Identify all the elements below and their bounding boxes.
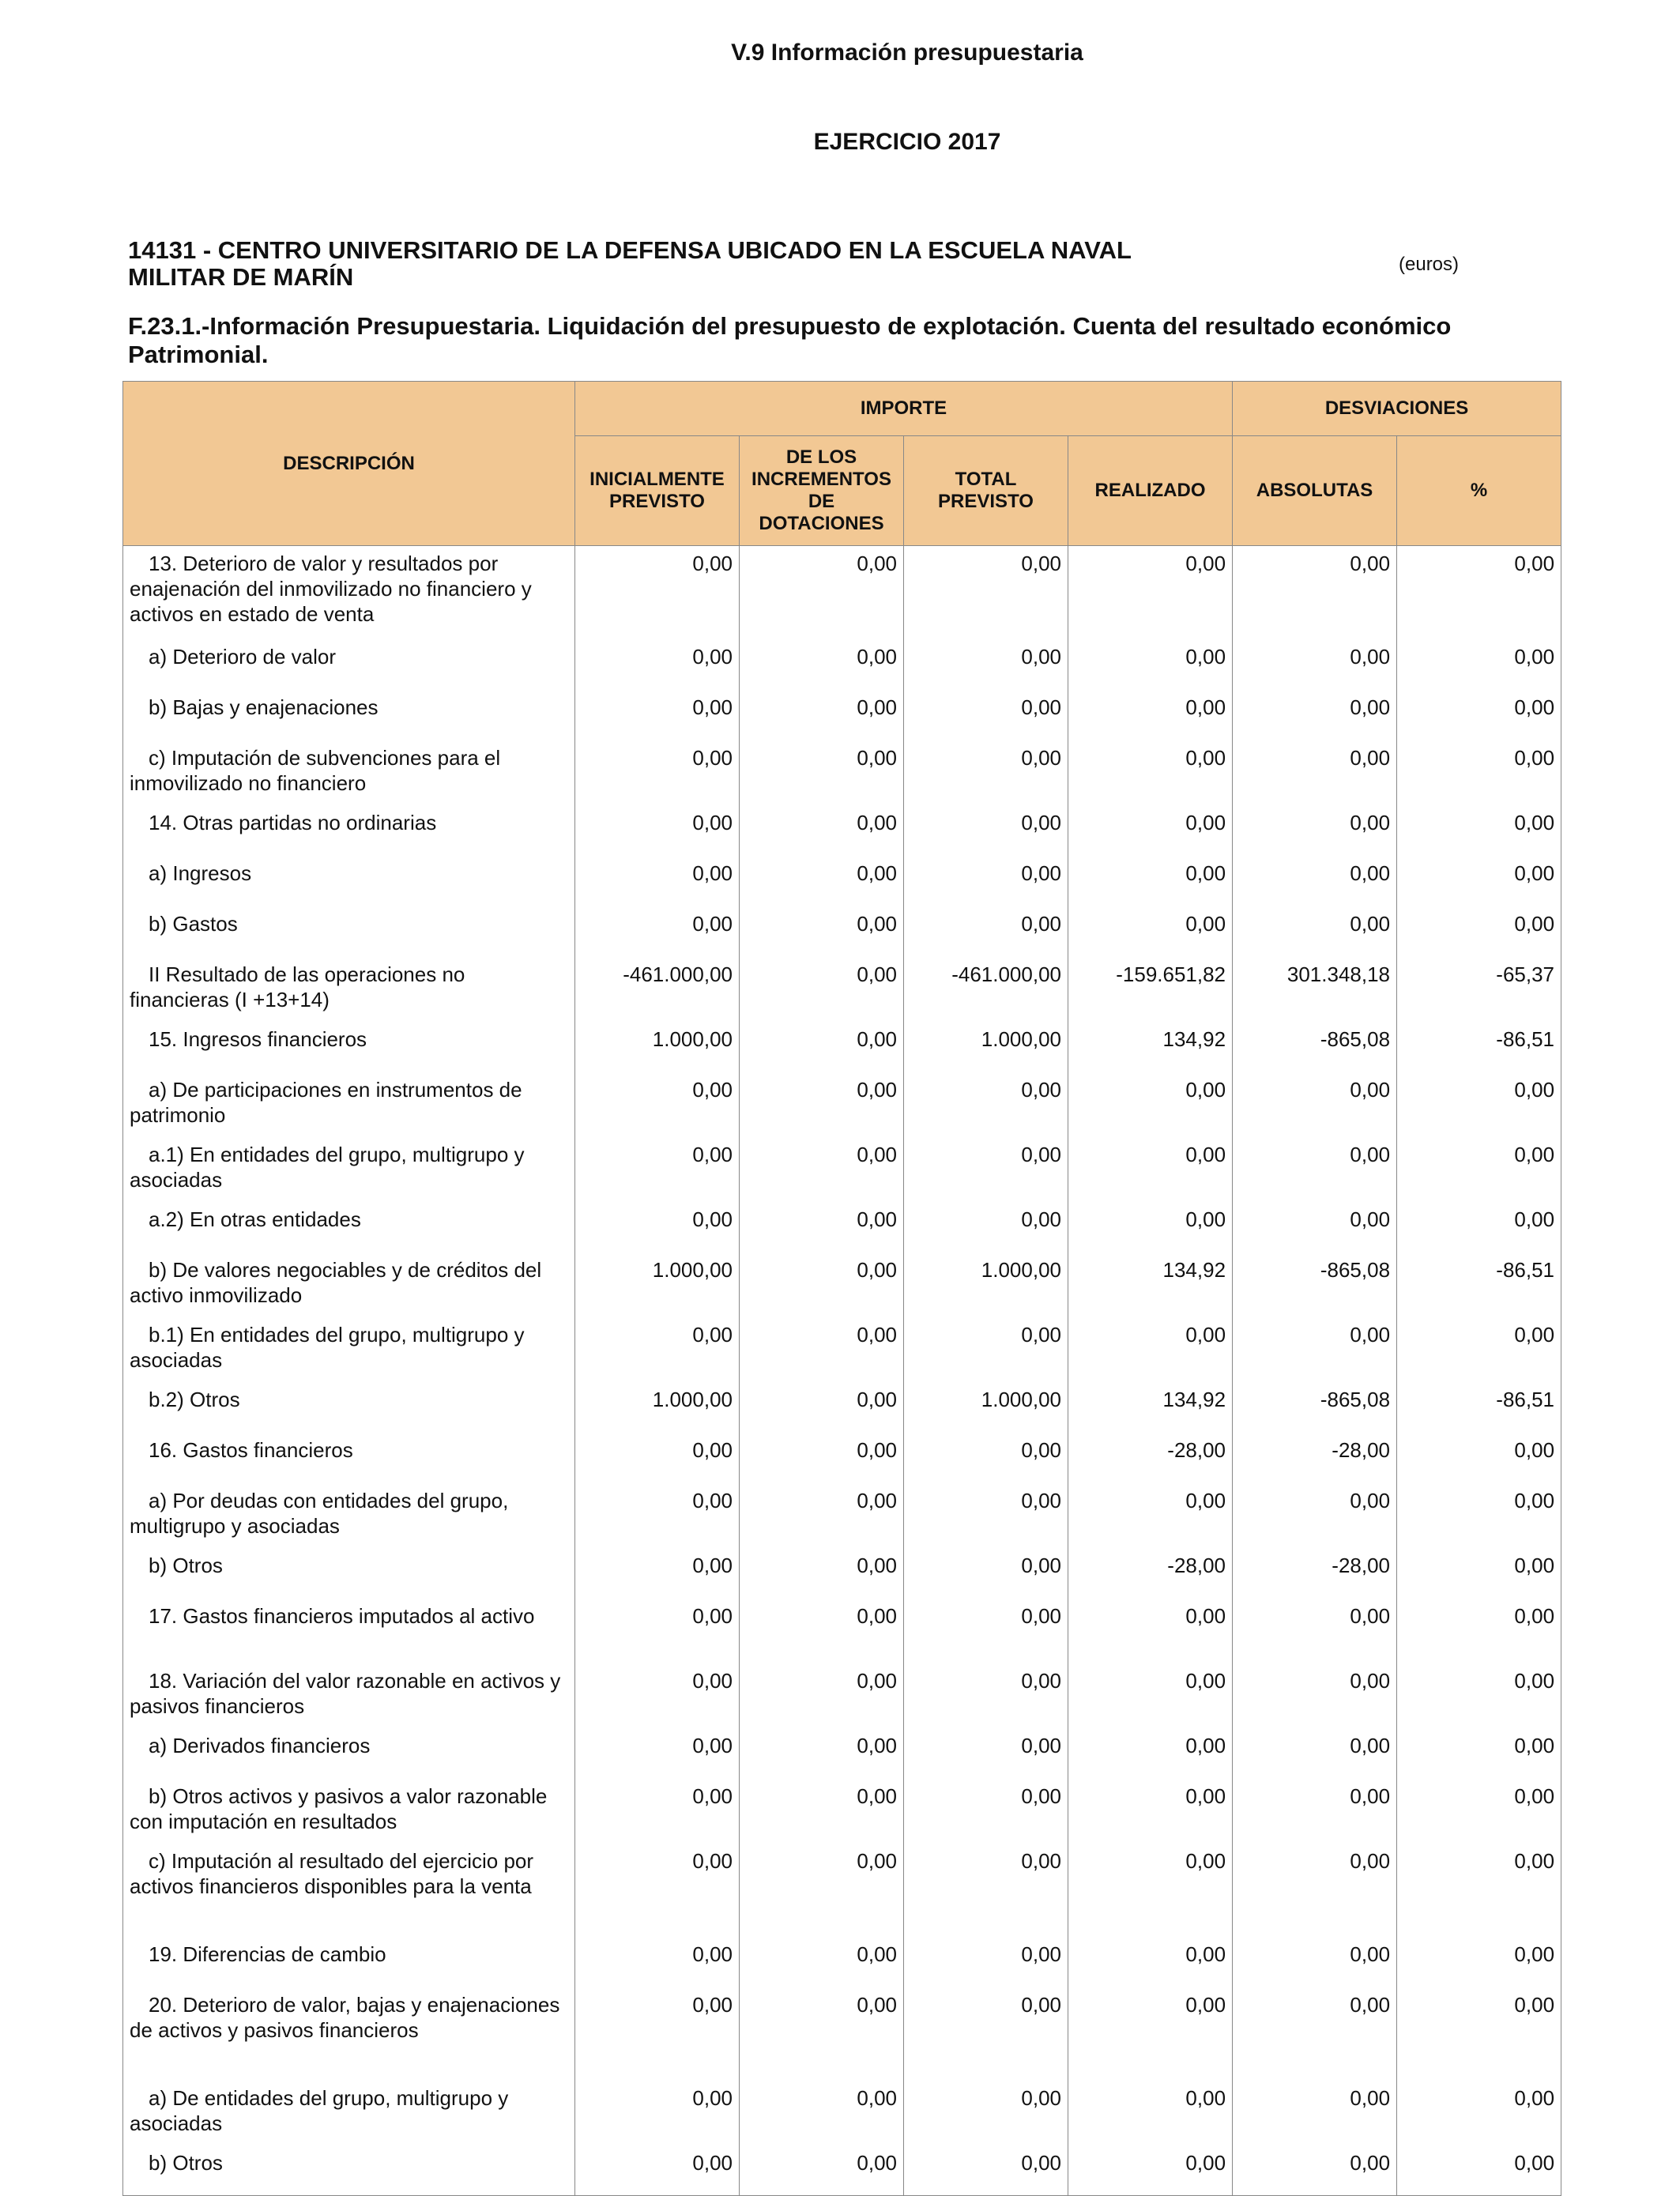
report-title-line-2: Patrimonial.	[128, 341, 269, 368]
cell-inicialmente-previsto: 0,00	[575, 1663, 740, 1728]
cell-total-previsto: 0,00	[904, 2145, 1068, 2196]
cell-realizado: 0,00	[1068, 1483, 1233, 1548]
cell-realizado: -28,00	[1068, 1433, 1233, 1483]
cell-inicialmente-previsto: 0,00	[575, 856, 740, 906]
table-row	[123, 2081, 1561, 2145]
cell-total-previsto: -461.000,00	[904, 957, 1068, 1022]
cell-inicialmente-previsto: 0,00	[575, 1483, 740, 1548]
table-row	[123, 805, 1561, 856]
cell-desviacion-absoluta: 0,00	[1233, 639, 1397, 690]
col-group-importe: IMPORTE	[575, 382, 1233, 436]
cell-desviacion-absoluta: 0,00	[1233, 1317, 1397, 1382]
table-row	[123, 1779, 1561, 1844]
cell-realizado: 0,00	[1068, 1137, 1233, 1202]
cell-desviacion-absoluta: 0,00	[1233, 1779, 1397, 1844]
cell-desviacion-percent: 0,00	[1397, 740, 1561, 805]
cell-incrementos: 0,00	[740, 639, 904, 690]
row-description: 20. Deterioro de valor, bajas y enajenaciones de activos y pasivos financieros	[123, 1987, 575, 2081]
cell-total-previsto: 1.000,00	[904, 1252, 1068, 1317]
cell-inicialmente-previsto: 1.000,00	[575, 1382, 740, 1433]
table-row	[123, 740, 1561, 805]
cell-inicialmente-previsto: 0,00	[575, 805, 740, 856]
cell-realizado: 134,92	[1068, 1252, 1233, 1317]
cell-desviacion-absoluta: -865,08	[1233, 1382, 1397, 1433]
row-description: 17. Gastos financieros imputados al activo	[123, 1599, 575, 1663]
row-description: a) Derivados financieros	[123, 1728, 575, 1779]
cell-inicialmente-previsto: 0,00	[575, 1072, 740, 1137]
row-description: 18. Variación del valor razonable en activos y pasivos financieros	[123, 1663, 575, 1728]
cell-inicialmente-previsto: -461.000,00	[575, 957, 740, 1022]
cell-inicialmente-previsto: 0,00	[575, 1779, 740, 1844]
cell-incrementos: 0,00	[740, 546, 904, 639]
cell-desviacion-absoluta: -865,08	[1233, 1022, 1397, 1072]
cell-inicialmente-previsto: 0,00	[575, 690, 740, 740]
cell-desviacion-percent: 0,00	[1397, 805, 1561, 856]
cell-realizado: 0,00	[1068, 1779, 1233, 1844]
cell-incrementos: 0,00	[740, 1483, 904, 1548]
cell-inicialmente-previsto: 0,00	[575, 1987, 740, 2081]
cell-desviacion-percent: 0,00	[1397, 1137, 1561, 1202]
cell-desviacion-percent: 0,00	[1397, 1599, 1561, 1663]
cell-incrementos: 0,00	[740, 1779, 904, 1844]
cell-desviacion-absoluta: 0,00	[1233, 856, 1397, 906]
cell-inicialmente-previsto: 0,00	[575, 639, 740, 690]
cell-desviacion-percent: -65,37	[1397, 957, 1561, 1022]
table-row	[123, 1252, 1561, 1317]
section-heading: V.9 Información presupuestaria	[731, 40, 1083, 66]
cell-realizado: 0,00	[1068, 1844, 1233, 1937]
table-row	[123, 1022, 1561, 1072]
cell-desviacion-percent: 0,00	[1397, 1844, 1561, 1937]
cell-total-previsto: 0,00	[904, 1728, 1068, 1779]
row-description: b) Otros	[123, 1548, 575, 1599]
cell-realizado: 0,00	[1068, 1663, 1233, 1728]
row-description: c) Imputación al resultado del ejercicio por activos financieros disponibles para la venta	[123, 1844, 575, 1937]
cell-desviacion-percent: 0,00	[1397, 1072, 1561, 1137]
row-description: a) Deterioro de valor	[123, 639, 575, 690]
cell-realizado: 0,00	[1068, 1317, 1233, 1382]
cell-incrementos: 0,00	[740, 1382, 904, 1433]
cell-incrementos: 0,00	[740, 906, 904, 957]
table-row	[123, 1728, 1561, 1779]
cell-inicialmente-previsto: 0,00	[575, 2081, 740, 2145]
table-row	[123, 1599, 1561, 1663]
cell-desviacion-percent: 0,00	[1397, 1663, 1561, 1728]
table-row	[123, 1137, 1561, 1202]
cell-total-previsto: 0,00	[904, 1202, 1068, 1252]
table-row	[123, 639, 1561, 690]
exercise-year: EJERCICIO 2017	[813, 129, 1001, 155]
row-description: a) De entidades del grupo, multigrupo y asociadas	[123, 2081, 575, 2145]
row-description: 14. Otras partidas no ordinarias	[123, 805, 575, 856]
cell-incrementos: 0,00	[740, 1987, 904, 2081]
cell-realizado: 134,92	[1068, 1022, 1233, 1072]
cell-total-previsto: 0,00	[904, 2081, 1068, 2145]
budget-table	[122, 381, 1561, 2196]
cell-incrementos: 0,00	[740, 1202, 904, 1252]
header-row-groups	[123, 382, 1561, 436]
cell-incrementos: 0,00	[740, 690, 904, 740]
table-row	[123, 1072, 1561, 1137]
report-title-line-1: F.23.1.-Información Presupuestaria. Liquidación del presupuesto de explotación. Cuenta del resultado económico	[128, 312, 1452, 340]
cell-desviacion-absoluta: -28,00	[1233, 1433, 1397, 1483]
cell-inicialmente-previsto: 0,00	[575, 1548, 740, 1599]
cell-desviacion-percent: 0,00	[1397, 856, 1561, 906]
table-row	[123, 546, 1561, 639]
cell-desviacion-percent: 0,00	[1397, 1433, 1561, 1483]
cell-incrementos: 0,00	[740, 1022, 904, 1072]
cell-desviacion-percent: 0,00	[1397, 1317, 1561, 1382]
col-group-desviaciones: DESVIACIONES	[1233, 382, 1561, 436]
col-header-text: PREVISTO	[938, 491, 1034, 512]
cell-desviacion-absoluta: 0,00	[1233, 1483, 1397, 1548]
cell-realizado: 0,00	[1068, 906, 1233, 957]
row-description: a) De participaciones en instrumentos de patrimonio	[123, 1072, 575, 1137]
cell-desviacion-percent: 0,00	[1397, 639, 1561, 690]
table-row	[123, 1548, 1561, 1599]
cell-incrementos: 0,00	[740, 957, 904, 1022]
cell-desviacion-percent: 0,00	[1397, 1202, 1561, 1252]
cell-desviacion-percent: -86,51	[1397, 1252, 1561, 1317]
cell-desviacion-absoluta: 0,00	[1233, 2081, 1397, 2145]
cell-total-previsto: 0,00	[904, 1987, 1068, 2081]
cell-realizado: 0,00	[1068, 1202, 1233, 1252]
cell-incrementos: 0,00	[740, 1599, 904, 1663]
cell-incrementos: 0,00	[740, 805, 904, 856]
row-description: a) Ingresos	[123, 856, 575, 906]
cell-desviacion-percent: 0,00	[1397, 1728, 1561, 1779]
cell-realizado: 0,00	[1068, 740, 1233, 805]
col-header-total-previsto	[904, 436, 1068, 546]
cell-desviacion-percent: -86,51	[1397, 1382, 1561, 1433]
cell-desviacion-absoluta: 0,00	[1233, 906, 1397, 957]
cell-desviacion-absoluta: 0,00	[1233, 740, 1397, 805]
cell-inicialmente-previsto: 0,00	[575, 1433, 740, 1483]
report-title	[128, 312, 1550, 369]
col-header-text: TOTAL	[955, 469, 1017, 490]
cell-realizado: 0,00	[1068, 690, 1233, 740]
cell-desviacion-percent: -86,51	[1397, 1022, 1561, 1072]
cell-desviacion-percent: 0,00	[1397, 546, 1561, 639]
table-row	[123, 1483, 1561, 1548]
row-description: b) De valores negociables y de créditos del activo inmovilizado	[123, 1252, 575, 1317]
col-header-descripcion: DESCRIPCIÓN	[123, 382, 575, 546]
cell-inicialmente-previsto: 0,00	[575, 1317, 740, 1382]
row-description: b) Otros	[123, 2145, 575, 2196]
cell-incrementos: 0,00	[740, 740, 904, 805]
cell-realizado: 0,00	[1068, 639, 1233, 690]
currency-units: (euros)	[1399, 254, 1460, 275]
cell-desviacion-absoluta: 0,00	[1233, 690, 1397, 740]
cell-incrementos: 0,00	[740, 2081, 904, 2145]
cell-realizado: 0,00	[1068, 2081, 1233, 2145]
col-header-incrementos	[740, 436, 904, 546]
table-row	[123, 1663, 1561, 1728]
table-row	[123, 1202, 1561, 1252]
cell-total-previsto: 0,00	[904, 1663, 1068, 1728]
cell-incrementos: 0,00	[740, 1663, 904, 1728]
row-description: 15. Ingresos financieros	[123, 1022, 575, 1072]
cell-realizado: -159.651,82	[1068, 957, 1233, 1022]
entity-name	[128, 237, 1234, 291]
cell-inicialmente-previsto: 0,00	[575, 1937, 740, 1987]
cell-total-previsto: 0,00	[904, 906, 1068, 957]
cell-inicialmente-previsto: 0,00	[575, 1202, 740, 1252]
cell-incrementos: 0,00	[740, 1072, 904, 1137]
row-description: b.2) Otros	[123, 1382, 575, 1433]
col-header-text: PREVISTO	[609, 491, 705, 512]
cell-total-previsto: 0,00	[904, 1844, 1068, 1937]
cell-inicialmente-previsto: 1.000,00	[575, 1252, 740, 1317]
cell-incrementos: 0,00	[740, 1728, 904, 1779]
cell-total-previsto: 0,00	[904, 1548, 1068, 1599]
table-row	[123, 1317, 1561, 1382]
cell-desviacion-absoluta: 0,00	[1233, 1202, 1397, 1252]
table-body	[123, 546, 1561, 2196]
cell-total-previsto: 0,00	[904, 690, 1068, 740]
cell-total-previsto: 0,00	[904, 740, 1068, 805]
cell-desviacion-percent: 0,00	[1397, 690, 1561, 740]
table-row	[123, 957, 1561, 1022]
cell-inicialmente-previsto: 0,00	[575, 1844, 740, 1937]
col-header-text: DE	[808, 491, 835, 512]
cell-desviacion-absoluta: 0,00	[1233, 1663, 1397, 1728]
table-row	[123, 1937, 1561, 1987]
cell-total-previsto: 0,00	[904, 856, 1068, 906]
cell-total-previsto: 0,00	[904, 1599, 1068, 1663]
cell-desviacion-percent: 0,00	[1397, 1483, 1561, 1548]
cell-desviacion-percent: 0,00	[1397, 1548, 1561, 1599]
cell-total-previsto: 0,00	[904, 1137, 1068, 1202]
table-row	[123, 1433, 1561, 1483]
cell-total-previsto: 0,00	[904, 1937, 1068, 1987]
col-header-text: DE LOS	[785, 446, 857, 468]
table-row	[123, 2145, 1561, 2196]
cell-total-previsto: 0,00	[904, 1317, 1068, 1382]
col-header-inicialmente-previsto	[575, 436, 740, 546]
col-header-text: INICIALMENTE	[590, 469, 725, 490]
cell-total-previsto: 0,00	[904, 639, 1068, 690]
cell-total-previsto: 0,00	[904, 1483, 1068, 1548]
col-header-percent: %	[1397, 436, 1561, 546]
cell-inicialmente-previsto: 0,00	[575, 2145, 740, 2196]
cell-inicialmente-previsto: 0,00	[575, 1599, 740, 1663]
cell-incrementos: 0,00	[740, 2145, 904, 2196]
cell-desviacion-absoluta: -865,08	[1233, 1252, 1397, 1317]
row-description: b) Otros activos y pasivos a valor razonable con imputación en resultados	[123, 1779, 575, 1844]
cell-desviacion-absoluta: 0,00	[1233, 1072, 1397, 1137]
row-description: 19. Diferencias de cambio	[123, 1937, 575, 1987]
cell-desviacion-absoluta: 0,00	[1233, 1937, 1397, 1987]
row-description: c) Imputación de subvenciones para el inmovilizado no financiero	[123, 740, 575, 805]
cell-incrementos: 0,00	[740, 856, 904, 906]
cell-realizado: 0,00	[1068, 856, 1233, 906]
row-description: b) Bajas y enajenaciones	[123, 690, 575, 740]
row-description: b.1) En entidades del grupo, multigrupo y asociadas	[123, 1317, 575, 1382]
cell-inicialmente-previsto: 0,00	[575, 1137, 740, 1202]
cell-desviacion-percent: 0,00	[1397, 1987, 1561, 2081]
cell-desviacion-absoluta: 0,00	[1233, 1728, 1397, 1779]
row-description: b) Gastos	[123, 906, 575, 957]
cell-inicialmente-previsto: 0,00	[575, 1728, 740, 1779]
cell-desviacion-absoluta: 0,00	[1233, 546, 1397, 639]
table-row	[123, 690, 1561, 740]
cell-incrementos: 0,00	[740, 1844, 904, 1937]
col-header-text: DOTACIONES	[759, 513, 884, 534]
cell-desviacion-absoluta: 0,00	[1233, 1599, 1397, 1663]
cell-realizado: -28,00	[1068, 1548, 1233, 1599]
row-description: a.2) En otras entidades	[123, 1202, 575, 1252]
cell-total-previsto: 0,00	[904, 1072, 1068, 1137]
cell-realizado: 0,00	[1068, 2145, 1233, 2196]
entity-name-line-1: 14131 - CENTRO UNIVERSITARIO DE LA DEFENSA UBICADO EN LA ESCUELA NAVAL	[128, 236, 1132, 264]
cell-realizado: 0,00	[1068, 1987, 1233, 2081]
cell-desviacion-percent: 0,00	[1397, 2081, 1561, 2145]
cell-desviacion-absoluta: 0,00	[1233, 1844, 1397, 1937]
cell-inicialmente-previsto: 0,00	[575, 906, 740, 957]
col-header-realizado: REALIZADO	[1068, 436, 1233, 546]
cell-desviacion-absoluta: -28,00	[1233, 1548, 1397, 1599]
cell-total-previsto: 0,00	[904, 1433, 1068, 1483]
cell-realizado: 0,00	[1068, 1937, 1233, 1987]
cell-inicialmente-previsto: 1.000,00	[575, 1022, 740, 1072]
cell-desviacion-percent: 0,00	[1397, 2145, 1561, 2196]
cell-desviacion-percent: 0,00	[1397, 1779, 1561, 1844]
cell-incrementos: 0,00	[740, 1137, 904, 1202]
cell-total-previsto: 1.000,00	[904, 1022, 1068, 1072]
col-header-text: INCREMENTOS	[751, 469, 891, 490]
cell-incrementos: 0,00	[740, 1317, 904, 1382]
cell-incrementos: 0,00	[740, 1252, 904, 1317]
table-row	[123, 856, 1561, 906]
cell-desviacion-absoluta: 301.348,18	[1233, 957, 1397, 1022]
cell-total-previsto: 0,00	[904, 805, 1068, 856]
cell-realizado: 0,00	[1068, 546, 1233, 639]
row-description: II Resultado de las operaciones no financieras (I +13+14)	[123, 957, 575, 1022]
cell-realizado: 0,00	[1068, 1072, 1233, 1137]
cell-desviacion-percent: 0,00	[1397, 1937, 1561, 1987]
cell-incrementos: 0,00	[740, 1548, 904, 1599]
cell-incrementos: 0,00	[740, 1937, 904, 1987]
table-row	[123, 1382, 1561, 1433]
cell-realizado: 134,92	[1068, 1382, 1233, 1433]
cell-realizado: 0,00	[1068, 1728, 1233, 1779]
cell-desviacion-absoluta: 0,00	[1233, 1987, 1397, 2081]
cell-desviacion-percent: 0,00	[1397, 906, 1561, 957]
cell-desviacion-absoluta: 0,00	[1233, 2145, 1397, 2196]
cell-realizado: 0,00	[1068, 805, 1233, 856]
cell-inicialmente-previsto: 0,00	[575, 740, 740, 805]
row-description: a) Por deudas con entidades del grupo, multigrupo y asociadas	[123, 1483, 575, 1548]
cell-realizado: 0,00	[1068, 1599, 1233, 1663]
row-description: 13. Deterioro de valor y resultados por enajenación del inmovilizado no financiero y activos en estado de venta	[123, 546, 575, 639]
cell-desviacion-absoluta: 0,00	[1233, 1137, 1397, 1202]
table-row	[123, 1844, 1561, 1937]
table-row	[123, 906, 1561, 957]
col-header-absolutas: ABSOLUTAS	[1233, 436, 1397, 546]
cell-inicialmente-previsto: 0,00	[575, 546, 740, 639]
cell-incrementos: 0,00	[740, 1433, 904, 1483]
table-row	[123, 1987, 1561, 2081]
cell-total-previsto: 0,00	[904, 1779, 1068, 1844]
entity-name-line-2: MILITAR DE MARÍN	[128, 263, 354, 291]
row-description: a.1) En entidades del grupo, multigrupo y asociadas	[123, 1137, 575, 1202]
cell-desviacion-absoluta: 0,00	[1233, 805, 1397, 856]
budget-table-container	[122, 381, 1561, 2196]
cell-total-previsto: 1.000,00	[904, 1382, 1068, 1433]
row-description: 16. Gastos financieros	[123, 1433, 575, 1483]
cell-total-previsto: 0,00	[904, 546, 1068, 639]
